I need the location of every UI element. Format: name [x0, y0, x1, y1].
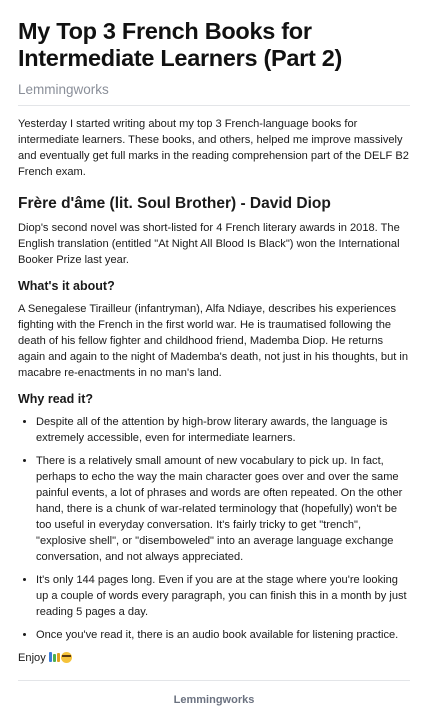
- about-paragraph: A Senegalese Tirailleur (infantryman), Alfa Ndiaye, describes his experiences fighting with the French in the first world war. He is traumatised following the death of his fellow fighter and childhood friend, Mademba Diop. He returns again and again to the night of Mademba's death, not just in his thoughts, but in macabre re-enactments in no man's land.: [18, 303, 409, 379]
- footer: [18, 680, 410, 706]
- nerd-face-emoji-icon: [61, 652, 72, 663]
- author-link[interactable]: Lemmingworks: [18, 82, 109, 97]
- list-item: • Once you've read it, there is an audio book available for listening practice.: [36, 627, 410, 643]
- about-heading: What's it about?: [18, 279, 115, 293]
- list-item: • It's only 144 pages long. Even if you are at the stage where you're looking up a couple of words every paragraph, you can finish this in a month by just reading 5 pages a day.: [36, 572, 410, 620]
- closing-text: Enjoy: [18, 652, 46, 664]
- list-item: • Despite all of the attention by high-brow literary awards, the language is extremely accessible, even for intermediate learners.: [36, 414, 410, 446]
- book-description: Diop's second novel was short-listed for 4 French literary awards in 2018. The English translation (entitled "At Night All Blood Is Black") won the International Booker Prize last year.: [18, 222, 400, 266]
- list-item: • There is a relatively small amount of new vocabulary to pick up. In fact, perhaps to echo the way the main character goes over and over the same painful events, a lot of phrases and words are often repeated. On the other hand, there is a chunk of war-related terminology that (hopefully) won't be too useful in everyday conversation. It's fairly tricky to get "trench", "explosive shell", or "disemboweled" into an average language exchange conversation, and not always appreciated.: [36, 453, 410, 565]
- intro-paragraph: Yesterday I started writing about my top 3 French-language books for intermediate learners. These books, and others, helped me improve massively and eventually get full marks in the reading comprehension part of the DELF B2 French exam.: [18, 118, 409, 178]
- book-heading: Frère d'âme (lit. Soul Brother) - David Diop: [18, 195, 331, 212]
- divider: [18, 105, 410, 106]
- page-title: My Top 3 French Books for Intermediate Learners (Part 2): [18, 18, 343, 71]
- footer-brand-link[interactable]: Lemmingworks: [173, 694, 255, 706]
- why-heading: Why read it?: [18, 392, 94, 406]
- closing-line: [18, 650, 410, 666]
- books-emoji-icon: [49, 652, 60, 662]
- reasons-list: [18, 414, 410, 643]
